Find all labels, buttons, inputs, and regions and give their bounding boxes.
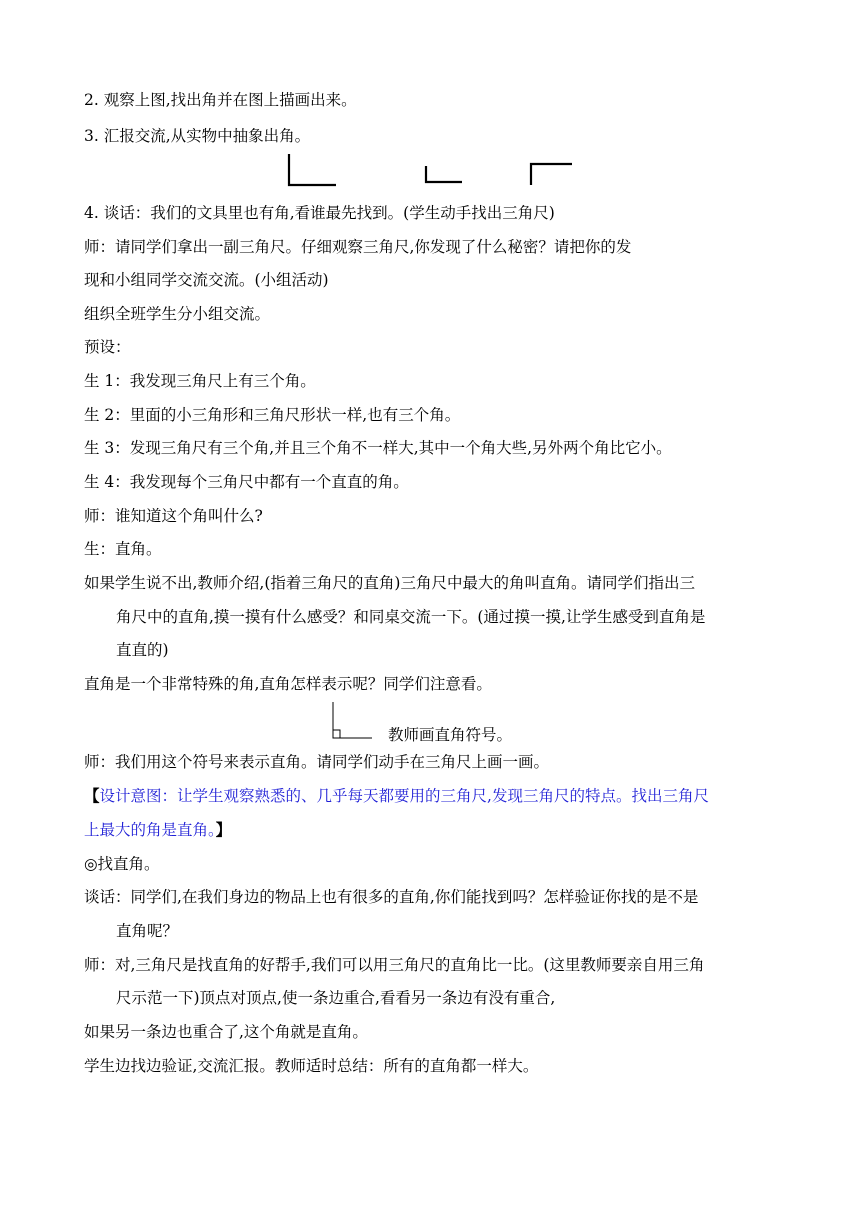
text-line: 生 2：里面的小三角形和三角尺形状一样,也有三个角。 [84, 406, 461, 424]
text-line: 谈话：同学们,在我们身边的物品上也有很多的直角,你们能找到吗？怎样验证你找的是不是 [84, 888, 699, 906]
text-line: 师：我们用这个符号来表示直角。请同学们动手在三角尺上画一画。 [84, 753, 550, 771]
text-line: 角尺中的直角,摸一摸有什么感受？和同桌交流一下。(通过摸一摸,让学生感受到直角是 [116, 608, 706, 626]
design-intent [84, 820, 231, 840]
text-line: 师：请同学们拿出一副三角尺。仔细观察三角尺,你发现了什么秘密？请把你的发 [84, 238, 632, 256]
text-line: 直直的) [116, 641, 169, 659]
text-line: 学生边找边验证,交流汇报。教师适时总结：所有的直角都一样大。 [84, 1057, 539, 1075]
section-heading: ◎找直角。 [84, 855, 160, 873]
bracket-close: 】 [215, 820, 232, 839]
text-line: 尺示范一下)顶点对顶点,使一条边重合,看看另一条边有没有重合, [116, 989, 556, 1007]
text-line: 如果另一条边也重合了,这个角就是直角。 [84, 1023, 368, 1041]
text-line: 现和小组同学交流交流。(小组活动) [84, 271, 329, 289]
text-line: 师：对,三角尺是找直角的好帮手,我们可以用三角尺的直角比一比。(这里教师要亲自用三角 [84, 956, 705, 974]
text-line: 组织全班学生分小组交流。 [84, 305, 271, 323]
symbol-caption: 教师画直角符号。 [388, 726, 513, 744]
text-line: 预设： [84, 338, 131, 356]
text-line: 3. 汇报交流,从实物中抽象出角。 [84, 127, 311, 145]
text-line: 如果学生说不出,教师介绍,(指着三角尺的直角)三角尺中最大的角叫直角。请同学们指出三 [84, 574, 695, 592]
right-angle-symbol [333, 702, 372, 738]
bracket-open: 【 [84, 786, 100, 805]
text-line: 生 4：我发现每个三角尺中都有一个直直的角。 [84, 473, 409, 491]
design-intent [84, 786, 709, 806]
right-angle-mark [333, 730, 340, 738]
angle-shape-3 [531, 164, 572, 185]
text-line: 直角呢？ [116, 922, 179, 940]
angle-shape-1 [289, 154, 336, 185]
design-intent-text: 上最大的角是直角。 [84, 821, 216, 839]
text-line: 师：谁知道这个角叫什么? [84, 507, 263, 525]
text-line: 2. 观察上图,找出角并在图上描画出来。 [84, 91, 357, 109]
design-intent-text: 设计意图：让学生观察熟悉的、几乎每天都要用的三角尺,发现三角尺的特点。找出三角尺 [99, 787, 709, 805]
angle-shape-2 [426, 166, 462, 182]
text-line: 生 1：我发现三角尺上有三个角。 [84, 372, 316, 390]
text-line: 直角是一个非常特殊的角,直角怎样表示呢？同学们注意看。 [84, 675, 492, 693]
text-line: 生：直角。 [84, 540, 162, 558]
text-line: 生 3：发现三角尺有三个角,并且三个角不一样大,其中一个角大些,另外两个角比它小。 [84, 439, 672, 457]
text-line: 4. 谈话：我们的文具里也有角,看谁最先找到。(学生动手找出三角尺) [84, 204, 555, 222]
